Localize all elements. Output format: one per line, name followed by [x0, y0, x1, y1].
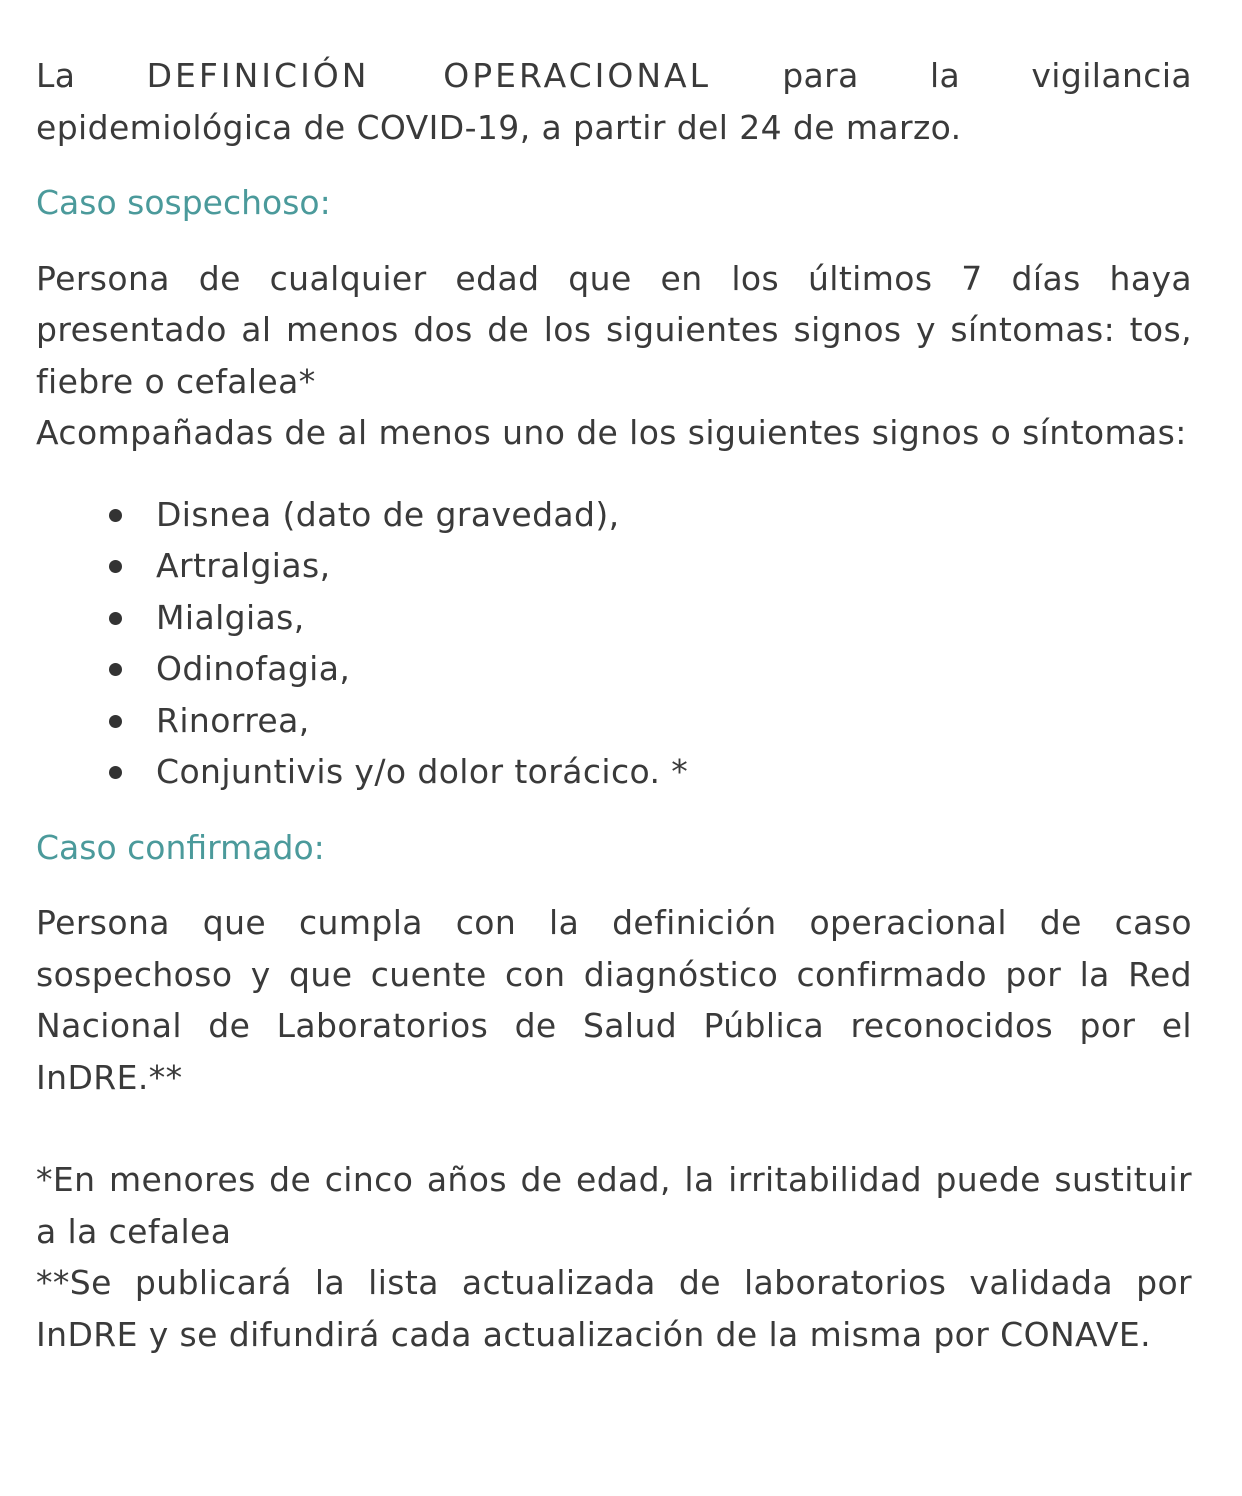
bullet-icon	[109, 766, 122, 779]
symptom-text: Disnea (dato de gravedad),	[156, 494, 620, 534]
bullet-icon	[109, 612, 122, 625]
symptom-text: Conjuntivis y/o dolor torácico. *	[156, 752, 689, 791]
symptom-text: Odinofagia,	[156, 649, 351, 688]
bullet-icon	[109, 509, 122, 522]
footnote-1: *En menores de cinco años de edad, la irritabilidad puede sustituir a la cefalea	[36, 1160, 1192, 1251]
intro-line1-rest: para la vigilancia	[782, 56, 1193, 95]
list-item	[109, 746, 1192, 798]
footnote-2: **Se publicará la lista actualizada de laboratorios validada por InDRE y se difundirá cada actualización de la misma por CONAVE.	[36, 1263, 1192, 1354]
bullet-icon	[109, 663, 122, 676]
bullet-icon	[109, 715, 122, 728]
list-item	[109, 695, 1192, 747]
footnotes	[36, 1154, 1192, 1360]
symptom-text: Mialgias,	[156, 597, 305, 637]
symptom-list	[36, 489, 1192, 798]
list-item	[109, 489, 1192, 541]
intro-line-1	[36, 50, 1192, 102]
intro-prefix: La	[36, 56, 76, 95]
list-item	[109, 643, 1192, 695]
suspect-paragraph-1: Persona de cualquier edad que en los últimos 7 días haya presentado al menos dos de los siguientes signos y síntomas: tos, fiebre o cefalea*	[36, 258, 1192, 401]
intro-emphasis: DEFINICIÓN OPERACIONAL	[146, 56, 711, 95]
confirmed-case-heading: Caso confirmado:	[36, 827, 325, 867]
suspect-case-section	[36, 253, 1192, 459]
intro-block	[36, 50, 1192, 153]
symptom-text: Artralgias,	[156, 546, 331, 585]
list-item	[109, 540, 1192, 592]
symptom-text: Rinorrea,	[156, 700, 310, 740]
bullet-icon	[109, 560, 122, 573]
confirmed-case-section	[36, 897, 1192, 1103]
suspect-paragraph-2: Acompañadas de al menos uno de los siguientes signos o síntomas:	[36, 413, 1187, 452]
list-item	[109, 592, 1192, 644]
intro-line-2: epidemiológica de COVID-19, a partir del 24 de marzo.	[36, 107, 962, 147]
suspect-case-heading: Caso sospechoso:	[36, 183, 331, 222]
confirmed-paragraph: Persona que cumpla con la definición operacional de caso sospechoso y que cuente con diagnóstico confirmado por la Red Nacional de Laboratorios de Salud Pública reconocidos por el InDRE.**	[36, 903, 1192, 1097]
